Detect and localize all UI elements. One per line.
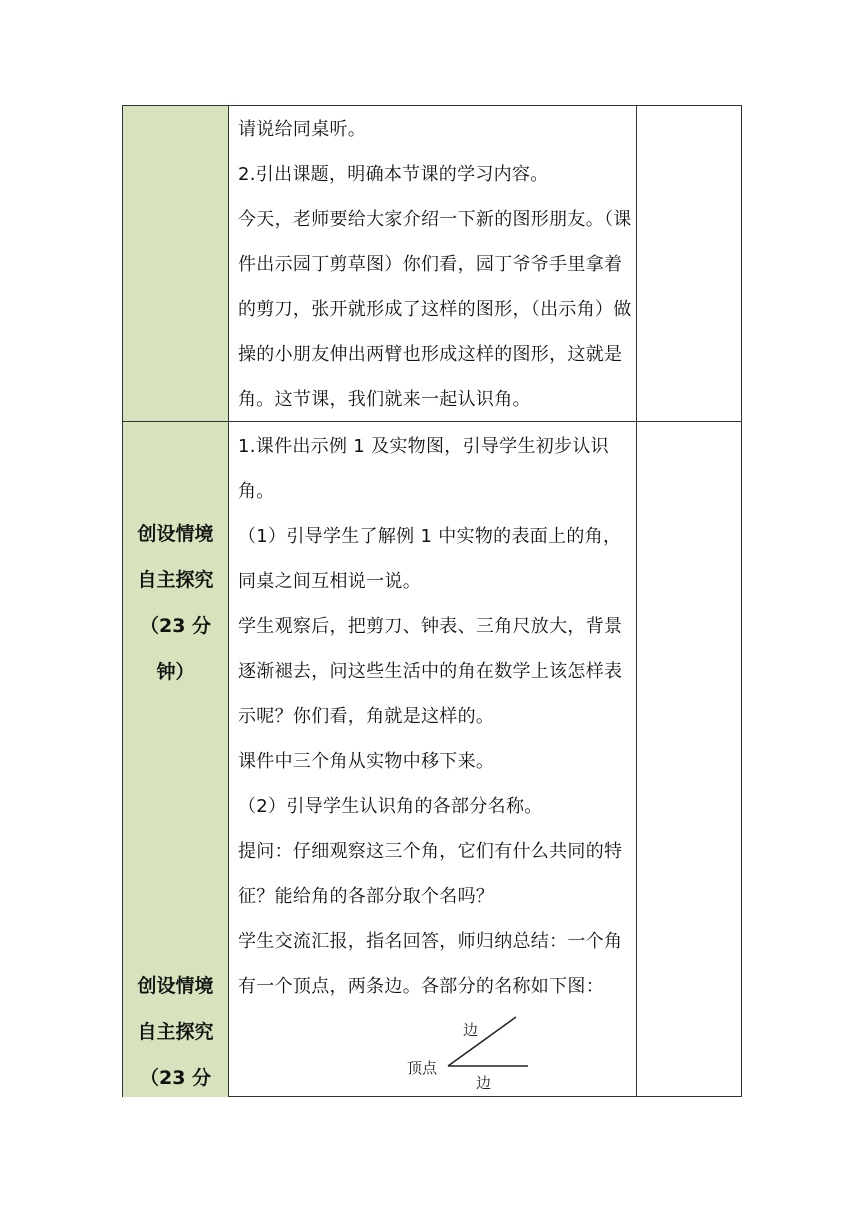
stage-label-line: （23 分 — [139, 1067, 212, 1089]
stage-label-line: （23 分 — [139, 615, 212, 637]
row1-paragraph-2: 2.引出课题，明确本节课的学习内容。 — [238, 164, 549, 185]
stage-label-line: 自主探究 — [137, 1021, 214, 1043]
row2-paragraph-2: （1）引导学生了解例 1 中实物的表面上的角，同桌之间互相说一说。 — [238, 526, 622, 592]
lower-side-label: 边 — [476, 1074, 492, 1092]
stage-column-row1 — [123, 106, 228, 421]
row2-paragraph-3: 学生观察后，把剪刀、钟表、三角尺放大，背景逐渐褪去，问这些生活中的角在数学上该怎样表示呢？你们看，角就是这样的。 — [238, 616, 623, 727]
column-divider-1 — [228, 106, 229, 1096]
row2-paragraph-7: 学生交流汇报，指名回答，师归纳总结：一个角有一个顶点，两条边。各部分的名称如下图： — [238, 931, 623, 997]
angle-diagram — [403, 1016, 563, 1096]
vertex-label: 顶点 — [407, 1059, 438, 1077]
lesson-table — [122, 105, 742, 1097]
upper-side-label: 边 — [463, 1021, 479, 1039]
row2-paragraph-5: （2）引导学生认识角的各部分名称。 — [238, 796, 543, 817]
stage-label-bottom — [123, 963, 228, 1101]
stage-label-line: 创设情境 — [137, 523, 214, 545]
stage-label-line: 钟） — [156, 661, 195, 683]
stage-label-line: 创设情境 — [137, 975, 214, 997]
row1-paragraph-3: 今天，老师要给大家介绍一下新的图形朋友。（课件出示园丁剪草图）你们看，园丁爷爷手里拿着的剪刀，张开就形成了这样的图形，（出示角）做操的小朋友伸出两臂也形成这样的图形，这就是角。这节课，我们就来一起认识角。 — [238, 209, 632, 410]
row2-paragraph-1: 1.课件出示例 1 及实物图，引导学生初步认识角。 — [238, 436, 609, 502]
row1-paragraph-1: 请说给同桌听。 — [238, 119, 367, 140]
row2-paragraph-6: 提问：仔细观察这三个角，它们有什么共同的特征？能给角的各部分取个名吗？ — [238, 841, 623, 907]
row2-paragraph-4: 课件中三个角从实物中移下来。 — [238, 751, 495, 772]
angle-upper-side — [448, 1017, 516, 1066]
stage-label-top — [123, 511, 228, 695]
stage-label-line: 自主探究 — [137, 569, 214, 591]
